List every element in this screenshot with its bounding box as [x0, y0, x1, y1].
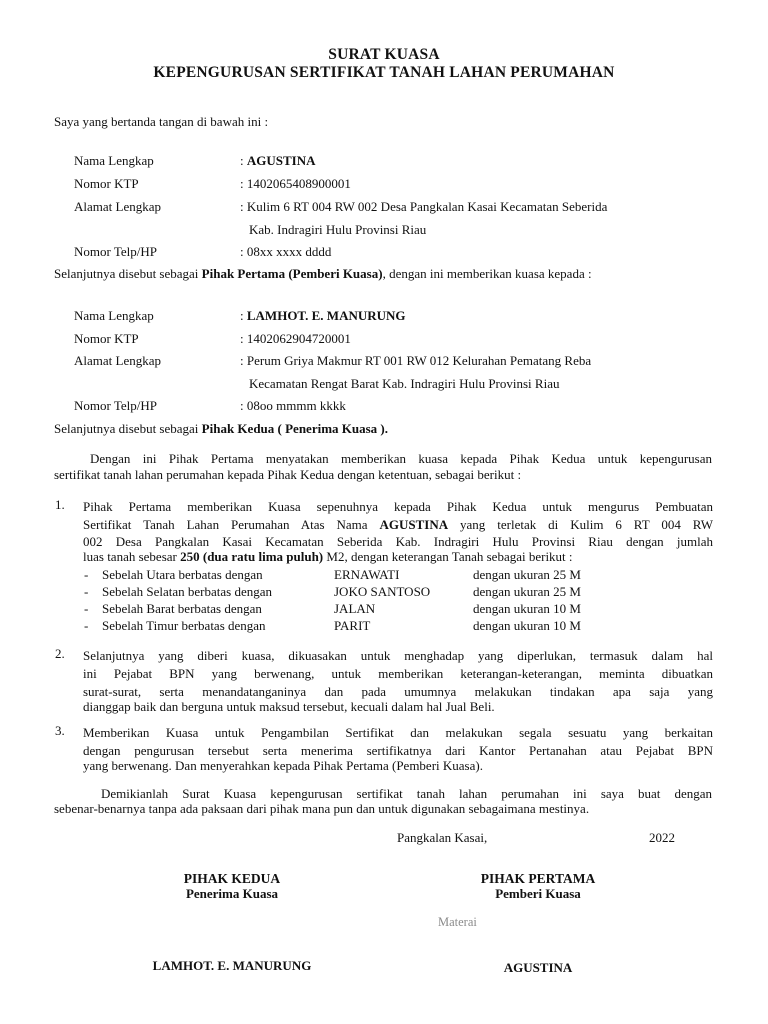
item1-line2: Sertifikat Tanah Lahan Perumahan Atas Nama AGUSTINA yang terletak di Kulim 6 RT 004 RW: [83, 517, 713, 532]
first-phone-label: Nomor Telp/HP: [74, 244, 157, 259]
second-phone-value: : 08oo mmmm kkkk: [240, 398, 346, 413]
boundary-size: dengan ukuran 10 M: [473, 601, 581, 616]
second-phone-label: Nomor Telp/HP: [74, 398, 157, 413]
second-party-note: Selanjutnya disebut sebagai Pihak Kedua ( Penerima Kuasa ).: [54, 421, 389, 436]
item1-line3: 002 Desa Pangkalan Kasai Kecamatan Seberida Kab. Indragiri Hulu Provinsi Riau dengan jumlah: [83, 534, 713, 549]
first-address-label: Alamat Lengkap: [74, 199, 161, 214]
first-name-label: Nama Lengkap: [74, 153, 154, 168]
boundary-dash: -: [84, 601, 89, 616]
boundary-dash: -: [84, 618, 89, 633]
boundary-side: Sebelah Selatan berbatas dengan: [102, 584, 273, 599]
closing-line1: Demikianlah Surat Kuasa kepengurusan sertifikat tanah lahan perumahan ini saya buat dengan: [101, 786, 712, 801]
item3-line1: Memberikan Kuasa untuk Pengambilan Sertifikat dan melakukan segala sesuatu yang berkaitan: [83, 725, 713, 740]
boundary-size: dengan ukuran 25 M: [473, 567, 581, 582]
first-name-value: : AGUSTINA: [240, 153, 316, 168]
intro-text: Saya yang bertanda tangan di bawah ini :: [54, 114, 269, 129]
left-signature-subtitle: Penerima Kuasa: [185, 886, 279, 901]
right-signature-title: PIHAK PERTAMA: [480, 871, 596, 886]
boundary-name: JALAN: [334, 601, 376, 616]
boundary-dash: -: [84, 567, 89, 582]
first-address-value: : Kulim 6 RT 004 RW 002 Desa Pangkalan Kasai Kecamatan Seberida: [240, 199, 608, 214]
item3-line2: dengan pengurusan tersebut serta menerima sertifikatnya dari Kantor Pertanahan atau Pejabat BPN: [83, 743, 713, 758]
left-signer-name: LAMHOT. E. MANURUNG: [152, 958, 312, 973]
closing-line2: sebenar-benarnya tanpa ada paksaan dari pihak mana pun dan untuk digunakan sebagaimana mestinya.: [54, 801, 590, 816]
body-para-line1: Dengan ini Pihak Pertama menyatakan memberikan kuasa kepada Pihak Kedua untuk kepengurusan: [90, 451, 712, 466]
left-signature-title: PIHAK KEDUA: [183, 871, 281, 886]
second-ktp-value: : 1402062904720001: [240, 331, 351, 346]
item1-line4: luas tanah sebesar 250 (dua ratu lima puluh) M2, dengan keterangan Tanah sebagai berikut :: [83, 549, 573, 564]
first-party-note: Selanjutnya disebut sebagai Pihak Pertama (Pemberi Kuasa), dengan ini memberikan kuasa kepada :: [54, 266, 592, 281]
item3-number: 3.: [55, 723, 65, 738]
item3-line3: yang berwenang. Dan menyerahkan kepada Pihak Pertama (Pemberi Kuasa).: [83, 758, 483, 773]
second-name-label: Nama Lengkap: [74, 308, 154, 323]
year: 2022: [649, 830, 675, 845]
item2-line4: dianggap baik dan berguna untuk maksud tersebut, kecuali dalam hal Jual Beli.: [83, 699, 495, 714]
item2-line1: Selanjutnya yang diberi kuasa, dikuasakan untuk menghadap yang diperlukan, termasuk dalam hal: [83, 648, 713, 663]
place-date: Pangkalan Kasai,: [397, 830, 488, 845]
item2-line2: ini Pejabat BPN yang berwenang, untuk memberikan keterangan-keterangan, meminta dibuatkan: [83, 666, 713, 681]
first-ktp-value: : 1402065408900001: [240, 176, 351, 191]
boundary-dash: -: [84, 584, 89, 599]
boundary-size: dengan ukuran 10 M: [473, 618, 581, 633]
boundary-side: Sebelah Utara berbatas dengan: [102, 567, 263, 582]
boundary-side: Sebelah Barat berbatas dengan: [102, 601, 262, 616]
first-phone-value: : 08xx xxxx dddd: [240, 244, 332, 259]
second-address-label: Alamat Lengkap: [74, 353, 161, 368]
boundary-name: PARIT: [334, 618, 371, 633]
item2-number: 2.: [55, 646, 65, 661]
second-ktp-label: Nomor KTP: [74, 331, 139, 346]
document-subtitle: KEPENGURUSAN SERTIFIKAT TANAH LAHAN PERUMAHAN: [153, 64, 615, 81]
body-para-line2: sertifikat tanah lahan perumahan kepada Pihak Kedua dengan ketentuan, sebagai berikut :: [54, 467, 522, 482]
boundary-name: JOKO SANTOSO: [334, 584, 431, 599]
second-name-value: : LAMHOT. E. MANURUNG: [240, 308, 406, 323]
boundary-name: ERNAWATI: [334, 567, 400, 582]
boundary-size: dengan ukuran 25 M: [473, 584, 581, 599]
boundary-side: Sebelah Timur berbatas dengan: [102, 618, 266, 633]
second-address-value: : Perum Griya Makmur RT 001 RW 012 Kelurahan Pematang Reba: [240, 353, 592, 368]
second-address-line2: Kecamatan Rengat Barat Kab. Indragiri Hulu Provinsi Riau: [249, 376, 560, 391]
right-signer-name: AGUSTINA: [503, 960, 573, 975]
first-ktp-label: Nomor KTP: [74, 176, 139, 191]
item2-line3: surat-surat, serta menandatanganinya dan pada umumnya melakukan tindakan apa saja yang: [83, 684, 713, 699]
item1-number: 1.: [55, 497, 65, 512]
first-address-line2: Kab. Indragiri Hulu Provinsi Riau: [249, 222, 427, 237]
right-signature-subtitle: Pemberi Kuasa: [495, 886, 581, 901]
item1-line1: Pihak Pertama memberikan Kuasa sepenuhnya kepada Pihak Kedua untuk mengurus Pembuatan: [83, 499, 713, 514]
document-title: SURAT KUASA: [328, 46, 440, 63]
stamp-label: Materai: [438, 915, 477, 929]
